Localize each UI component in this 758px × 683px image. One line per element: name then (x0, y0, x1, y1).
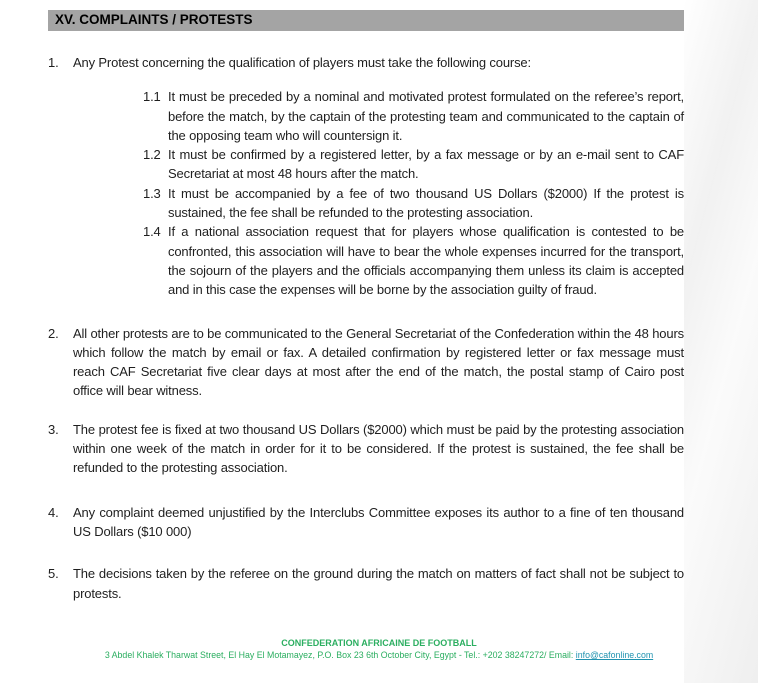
subitem-number: 1.3 (143, 185, 161, 201)
footer-address-text: 3 Abdel Khalek Tharwat Street, El Hay El Motamayez, P.O. Box 23 6th October City, Egypt - Tel.: +202 38247272/ Email: (104, 650, 576, 660)
item-number: 2. (48, 325, 59, 341)
subitem-number: 1.4 (143, 224, 161, 240)
item-number: 4. (48, 504, 59, 520)
page-footer (0, 638, 758, 660)
item-text: The protest fee is fixed at two thousand US Dollars ($2000) which must be paid by the protesting association within one week of the match in order for it to be considered. If the protest is sustained, the fee shall be refunded to the protesting association. (73, 421, 684, 476)
subitem-text: It must be confirmed by a registered letter, by a fax message or by an e-mail sent to CAF Secretariat at most 48 hours after the match. (168, 147, 684, 182)
section-header: XV. COMPLAINTS / PROTESTS (48, 10, 684, 31)
item-number: 3. (48, 421, 59, 437)
list-item (48, 564, 684, 603)
item-text: Any Protest concerning the qualification of players must take the following course: (73, 55, 531, 70)
footer-address (0, 650, 758, 660)
subitem-number: 1.1 (143, 89, 161, 105)
item-text: Any complaint deemed unjustified by the Interclubs Committee exposes its author to a fine of ten thousand US Dollars ($10 000) (73, 504, 684, 539)
item-number: 1. (48, 55, 59, 70)
subitem-number: 1.2 (143, 147, 161, 163)
footer-organization: CONFEDERATION AFRICAINE DE FOOTBALL (281, 638, 477, 648)
list-item (48, 420, 684, 478)
item-text: All other protests are to be communicated to the General Secretariat of the Confederation within the 48 hours which follow the match by email or fax. A detailed confirmation by registered letter or fax message must reach CAF Secretariat five clear days at most after the end of the match, the postal stamp of Cairo post office will bear witness. (73, 325, 684, 399)
sublist-item (143, 184, 684, 223)
list-item (48, 53, 684, 72)
document-content (48, 10, 684, 603)
item-number: 5. (48, 566, 59, 582)
subitem-text: It must be accompanied by a fee of two thousand US Dollars ($2000) If the protest is sustained, the fee shall be refunded to the protesting association. (168, 185, 684, 221)
subitem-text: If a national association request that for players whose qualification is contested to be confronted, this association will have to bear the whole expenses incurred for the transport, the sojourn of the players and the officials accompanying them unless its claim is accepted and in this case the expenses will be borne by the association guilty of fraud. (168, 224, 684, 298)
sublist-item (143, 222, 684, 299)
item-text: The decisions taken by the referee on the ground during the match on matters of fact shall not be subject to protests. (73, 566, 684, 601)
subitem-text: It must be preceded by a nominal and motivated protest formulated on the referee’s report, before the match, by the captain of the protesting team and communicated to the captain of the opposing team who will countersign it. (168, 89, 684, 143)
list-item (48, 324, 684, 401)
sublist (48, 87, 684, 299)
page-edge-shadow (684, 0, 758, 683)
footer-email-link[interactable]: info@cafonline.com (575, 650, 654, 660)
sublist-item (143, 145, 684, 184)
list-item (48, 503, 684, 542)
sublist-item (143, 87, 684, 145)
